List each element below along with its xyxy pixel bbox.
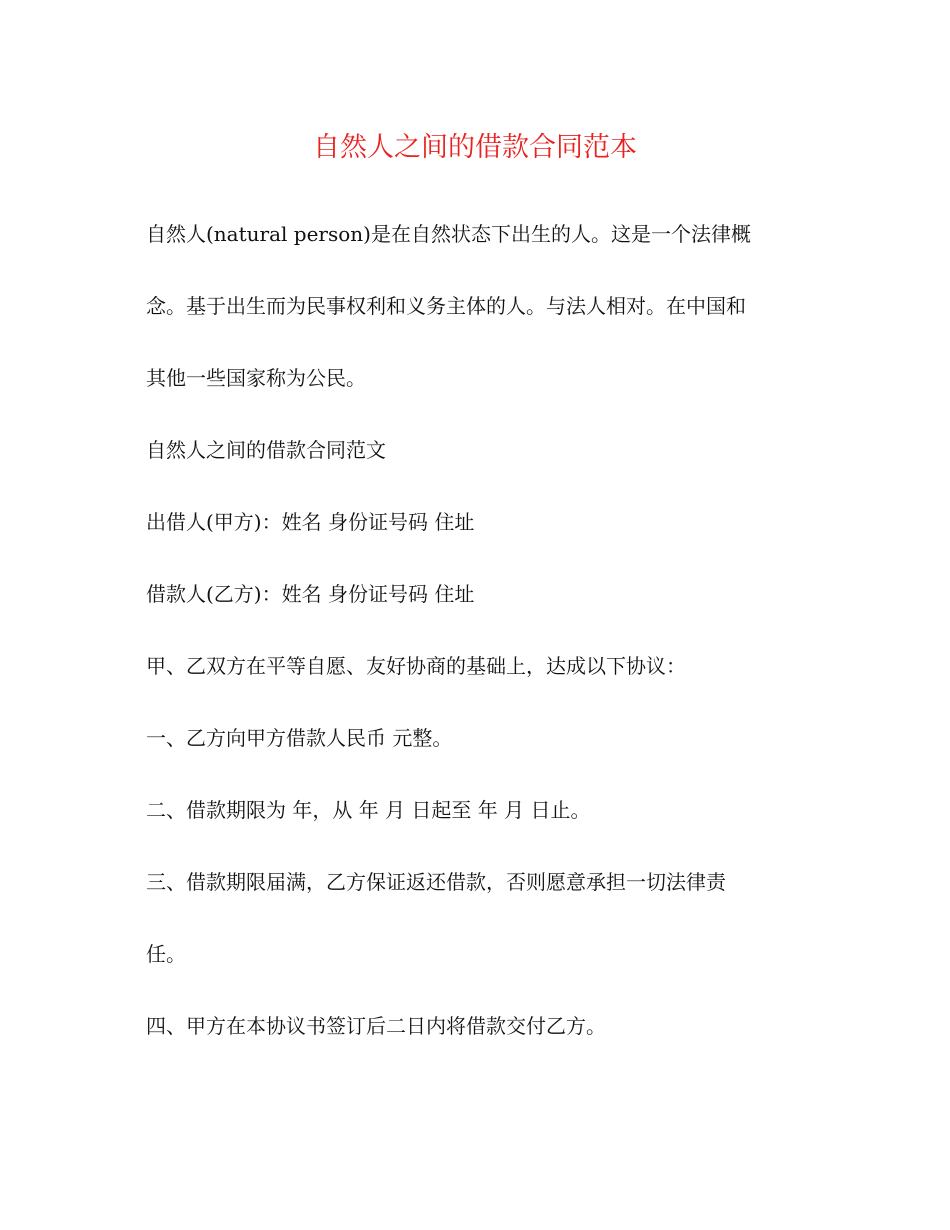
document-title: 自然人之间的借款合同范本: [313, 132, 637, 163]
borrower-line: 借款人(乙方)：姓名 身份证号码 住址: [146, 582, 475, 606]
agreement-intro: 甲、乙双方在平等自愿、友好协商的基础上，达成以下协议：: [146, 654, 686, 678]
clause-3-line-1: 三、借款期限届满，乙方保证返还借款，否则愿意承担一切法律责: [146, 870, 726, 894]
clause-4: 四、甲方在本协议书签订后二日内将借款交付乙方。: [146, 1014, 606, 1038]
contract-subtitle: 自然人之间的借款合同范文: [146, 438, 386, 462]
intro-line-2: 念。基于出生而为民事权利和义务主体的人。与法人相对。在中国和: [146, 294, 746, 318]
clause-2: 二、借款期限为 年，从 年 月 日起至 年 月 日止。: [146, 798, 591, 822]
clause-3: [146, 860, 816, 1004]
intro-line-3: 其他一些国家称为公民。: [146, 366, 366, 390]
intro-paragraph: [146, 212, 816, 428]
intro-line-1: 自然人(natural person)是在自然状态下出生的人。这是一个法律概: [146, 222, 751, 246]
lender-line: 出借人(甲方)：姓名 身份证号码 住址: [146, 510, 475, 534]
clause-3-line-2: 任。: [146, 942, 186, 966]
clause-1: 一、乙方向甲方借款人民币 元整。: [146, 726, 453, 750]
document-body: [146, 212, 816, 1076]
